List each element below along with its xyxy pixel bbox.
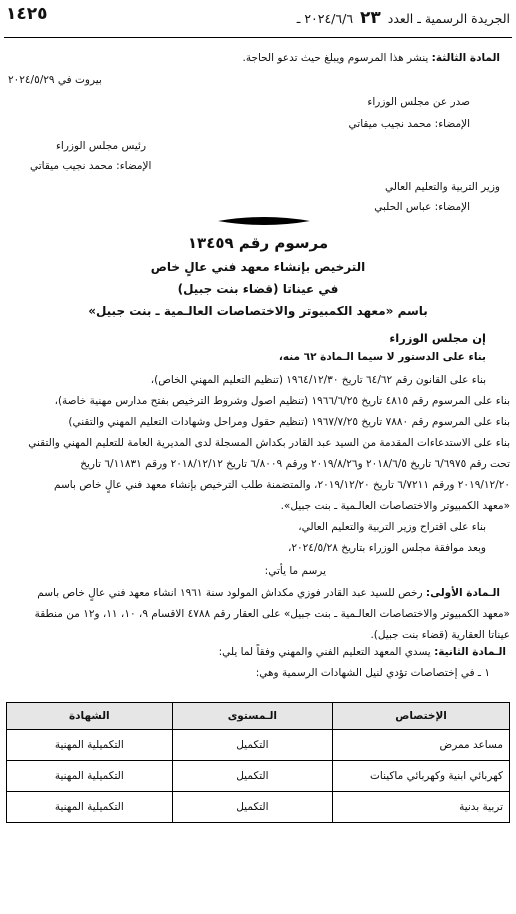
preamble-line: بناء على الاستدعاءات المقدمة من السيد عبد القادر بكداش المسجلة لدى المديرية العامة للتعليم المهني والتقني: [28, 437, 510, 449]
table-row: [7, 730, 510, 761]
article1-line-3: عيناتا العقارية (قضاء بنت جبيل).: [370, 629, 510, 641]
cell-certificate: التكميلية المهنية: [7, 730, 173, 761]
decree-subtitle-2: في عيناتا (قضاء بنت جبيل): [177, 282, 339, 296]
article1-line-1: [6, 583, 510, 604]
pres-title: رئيس مجلس الوزراء: [56, 140, 147, 152]
article2-label: الـمادة الثانية:: [434, 646, 506, 658]
divider-ornament: [218, 215, 310, 227]
article1-label: الـمادة الأولى:: [425, 587, 500, 599]
preamble-line: بناء على اقتراح وزير التربية والتعليم العالي،: [298, 521, 486, 533]
issue-date: ٢٠٢٤/٦/٦ ـ: [296, 11, 354, 26]
cell-certificate: التكميلية المهنية: [7, 792, 173, 823]
issue-number: ٢٣: [360, 8, 381, 28]
page-number: ١٤٢٥: [6, 4, 48, 24]
article2: [219, 646, 506, 658]
pres-signature: الإمضاء: محمد نجيب ميقاتي: [30, 160, 152, 172]
preamble-line: «معهد الكمبيوتر والاختصاصات العالـمية ـ بنت جبيل».: [280, 500, 510, 512]
page-header: [6, 4, 510, 34]
article3-text: ينشر هذا المرسوم ويبلغ حيث تدعو الحاجة.: [242, 52, 429, 64]
article3-line: [242, 52, 500, 64]
place-date: بيروت في ٢٠٢٤/٥/٢٩: [8, 74, 102, 86]
cell-level: التكميل: [172, 792, 333, 823]
cell-specialization: كهربائي ابنية وكهربائي ماكينات: [333, 761, 510, 792]
header-rule: [4, 37, 512, 38]
preamble-line: بناء على المرسوم رقم ٧٨٨٠ تاريخ ١٩٦٧/٧/٢٥ (تنظيم حقول ومراحل وشهادات التعليم المهني والتقني): [68, 416, 510, 428]
issued-by: صدر عن مجلس الوزراء: [367, 96, 470, 108]
table-row: [7, 761, 510, 792]
gazette-name: الجريدة الرسمية ـ العدد: [387, 11, 510, 26]
cell-level: التكميل: [172, 761, 333, 792]
council-intro: إن مجلس الوزراء: [389, 331, 486, 345]
specializations-table: [6, 702, 510, 823]
cell-certificate: التكميلية المهنية: [7, 761, 173, 792]
preamble: [6, 370, 510, 559]
cell-specialization: تربية بدنية: [333, 792, 510, 823]
article1-line-2: «معهد الكمبيوتر والاختصاصات العالـمية ـ بنت جبيل» على العقار رقم ٤٧٨٨ الاقسام ٩، ١٠، ١١، و١٢ من منطقة: [34, 608, 510, 620]
decree-title: مرسوم رقم ١٣٤٥٩: [187, 234, 329, 252]
point-1: ١ ـ في إختصاصات تؤدي لنيل الشهادات الرسمية وهي:: [255, 667, 490, 679]
constitution-basis: بناء على الدستور لا سيما الـمادة ٦٢ منه،: [278, 351, 486, 363]
preamble-line: بناء على المرسوم رقم ٤٨١٥ تاريخ ١٩٦٦/٦/٢٥ (تنظيم اصول وشروط الترخيص بفتح مدارس مهنية خاصة)،: [54, 395, 510, 407]
preamble-line: ٢٠١٩/١٢/٢٠ ورقم ٦/٧٢١١ تاريخ ٢٠١٩/١٢/٢٠، والمتضمنة طلب الترخيص بإنشاء معهد فني عالٍ خاص باسم: [53, 479, 510, 491]
decree-subtitle-1: الترخيص بإنشاء معهد فني عالٍ خاص: [150, 260, 366, 274]
table-row: [7, 792, 510, 823]
cell-specialization: مساعد ممرض: [333, 730, 510, 761]
col-header-certificate: الشهادة: [7, 703, 173, 730]
article1-text: رخص للسيد عبد القادر فوزي مكداش المولود سنة ١٩٦١ انشاء معهد فني عالٍ خاص باسم: [37, 587, 423, 599]
article1: [6, 583, 510, 646]
table-header-row: [7, 703, 510, 730]
gazette-title: [297, 8, 510, 28]
decree-subtitle-3: باسم «معهد الكمبيوتر والاختصاصات العالـمية ـ بنت جبيل»: [88, 304, 428, 318]
pm-signature: الإمضاء: محمد نجيب ميقاتي: [348, 118, 470, 130]
minister-title: وزير التربية والتعليم العالي: [384, 181, 500, 193]
preamble-line: بناء على القانون رقم ٦٤/٦٢ تاريخ ١٩٦٤/١٢/٣٠ (تنظيم التعليم المهني الخاص)،: [150, 374, 486, 386]
preamble-line: وبعد موافقة مجلس الوزراء بتاريخ ٢٠٢٤/٥/٢٨،: [288, 542, 486, 554]
article3-label: المادة الثالثة:: [431, 52, 500, 64]
col-header-level: الـمستوى: [172, 703, 333, 730]
cell-level: التكميل: [172, 730, 333, 761]
minister-signature: الإمضاء: عباس الحلبي: [374, 201, 470, 213]
preamble-line: تحت رقم ٦/٦٩٧٥ تاريخ ٢٠١٨/٦/٥ و٢٠١٩/٨/٢٦ ورقم ٦/٨٠٠٩ تاريخ ٢٠١٨/١٢/١٢ ورقم ٦/١١٨٣١ تاريخ: [80, 458, 510, 470]
article2-text: يسدي المعهد التعليم الفني والمهني وفقاً لما يلي:: [218, 646, 431, 658]
decrees-the-following: يرسم ما يأتي:: [264, 565, 326, 577]
col-header-specialization: الإختصاص: [333, 703, 510, 730]
